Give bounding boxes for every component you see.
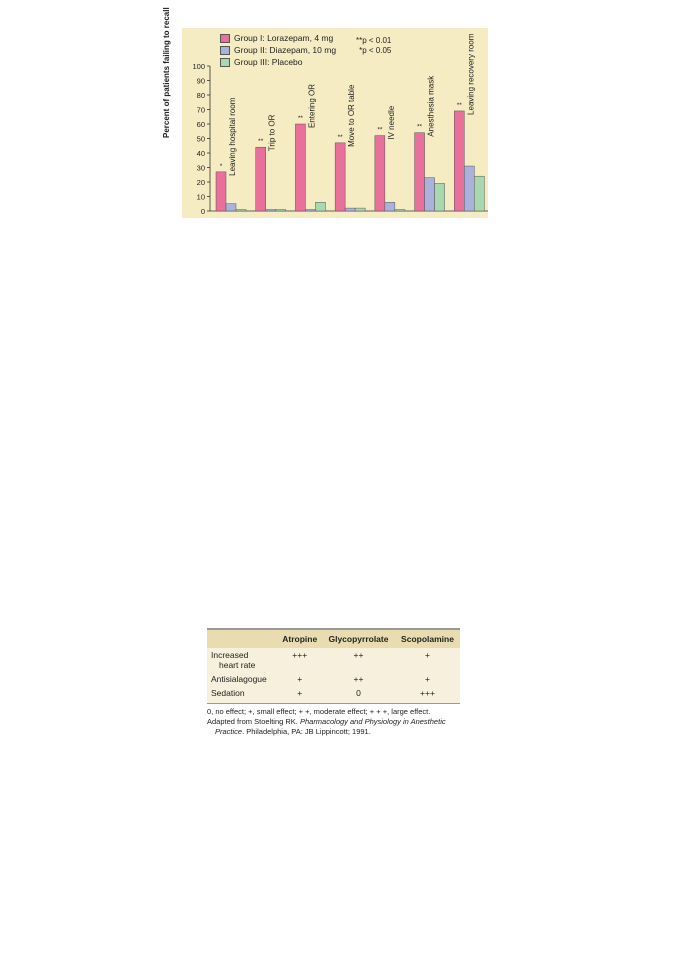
bar-placebo xyxy=(435,183,445,211)
bar-placebo xyxy=(236,210,246,211)
y-tick-label: 20 xyxy=(196,177,205,187)
cell-atropine: + xyxy=(297,674,303,684)
legend-swatch xyxy=(220,46,230,55)
sig-p01: **p < 0.01 xyxy=(356,36,392,45)
y-tick-label: 80 xyxy=(196,90,205,100)
legend-item-placebo xyxy=(220,56,336,68)
cell-atropine: + xyxy=(278,686,322,704)
legend-item-diazepam xyxy=(220,44,336,56)
y-tick-label: 0 xyxy=(200,206,205,216)
y-tick-label: 10 xyxy=(196,192,205,202)
bar-placebo xyxy=(355,208,365,211)
category-label: IV needle xyxy=(386,105,396,140)
bar-lorazepam xyxy=(454,111,464,211)
y-tick-label: 90 xyxy=(196,76,205,86)
y-axis-label: Percent of patients failing to recall xyxy=(162,7,171,138)
bar-placebo xyxy=(315,202,325,211)
bar-lorazepam xyxy=(335,143,345,211)
footnote-source-title: Pharmacology and Physiology in Anesthetic xyxy=(299,717,446,726)
cell-scopolamine: + xyxy=(425,650,430,660)
category-label: Entering OR xyxy=(307,83,317,128)
significance-note xyxy=(356,36,391,56)
table-header-blank xyxy=(207,629,278,648)
cell-scopolamine: + xyxy=(425,674,430,684)
cell-scopolamine: +++ xyxy=(395,686,460,704)
bar-lorazepam xyxy=(216,172,226,211)
significance-marker: ** xyxy=(417,123,423,131)
row-label-line2: heart rate xyxy=(219,660,256,670)
footnote-source-pre: Adapted from Stoelting RK. xyxy=(207,717,300,726)
row-label xyxy=(207,648,278,672)
chart-legend xyxy=(220,32,336,68)
footnote-legend: 0, no effect; +, small effect; + +, moderate effect; + + +, large effect. xyxy=(207,707,431,716)
significance-marker: ** xyxy=(377,126,383,134)
legend-label: Group I: Lorazepam, 4 mg xyxy=(234,33,334,43)
table-header-glycopyrrolate: Glycopyrrolate xyxy=(322,629,395,648)
row-label: Sedation xyxy=(207,686,278,704)
table-header-atropine: Atropine xyxy=(278,629,322,648)
legend-swatch xyxy=(220,58,230,67)
legend-label: Group III: Placebo xyxy=(234,57,303,67)
bar-lorazepam xyxy=(256,147,266,211)
bar-placebo xyxy=(395,210,405,211)
y-tick-label: 60 xyxy=(196,119,205,129)
sig-p05: *p < 0.05 xyxy=(359,46,392,55)
cell-glycopyrrolate: ++ xyxy=(353,650,364,660)
y-tick-label: 30 xyxy=(196,163,205,173)
bar-diazepam xyxy=(385,202,395,211)
legend-swatch xyxy=(220,34,230,43)
significance-marker: ** xyxy=(297,115,303,122)
cell-glycopyrrolate: ++ xyxy=(353,674,364,684)
bar-diazepam xyxy=(425,178,435,211)
category-label: Leaving hospital room xyxy=(228,97,237,176)
legend-item-lorazepam xyxy=(220,32,336,44)
row-label: Antisialagogue xyxy=(211,674,267,684)
bar-diazepam xyxy=(464,166,474,211)
y-tick-label: 70 xyxy=(196,105,205,115)
bar-diazepam xyxy=(345,208,355,211)
chart xyxy=(162,7,490,218)
cell-atropine: +++ xyxy=(292,650,308,660)
y-tick-label: 40 xyxy=(196,148,205,158)
bar-lorazepam xyxy=(375,136,385,211)
footnote-source-post: . Philadelphia, PA: JB Lippincott; 1991. xyxy=(242,727,371,736)
cell-glycopyrrolate: 0 xyxy=(322,686,395,704)
bar-diazepam xyxy=(266,210,276,211)
table-footnote xyxy=(207,707,460,737)
footnote-source-title-2: Practice xyxy=(215,727,243,736)
bar-diazepam xyxy=(226,204,236,211)
bar-placebo xyxy=(474,176,484,211)
table-header-row xyxy=(207,629,460,648)
bar-lorazepam xyxy=(415,133,425,211)
bar-lorazepam xyxy=(295,124,305,211)
table-row xyxy=(207,686,460,704)
category-label: Anesthesia mask xyxy=(426,75,436,137)
category-label: Move to OR table xyxy=(347,84,357,147)
footnote-source xyxy=(207,717,460,727)
y-tick-label: 100 xyxy=(192,61,205,71)
footnote-source-cont xyxy=(207,727,460,737)
bar-diazepam xyxy=(305,210,315,211)
y-tick-label: 50 xyxy=(196,134,205,144)
significance-marker: * xyxy=(219,162,223,170)
table-row xyxy=(207,672,460,686)
effects-table xyxy=(207,628,460,704)
significance-marker: ** xyxy=(337,133,343,141)
legend-label: Group II: Diazepam, 10 mg xyxy=(234,45,337,55)
significance-marker: ** xyxy=(258,138,264,146)
significance-marker: ** xyxy=(456,101,462,109)
anticholinergic-table xyxy=(207,628,460,737)
table-row xyxy=(207,648,460,672)
row-label-line1: Increased xyxy=(211,650,249,660)
category-label: Leaving recovery room xyxy=(466,33,476,115)
category-label: Trip to OR xyxy=(267,114,277,152)
table-header-scopolamine: Scopolamine xyxy=(395,629,460,648)
bar-placebo xyxy=(276,210,286,211)
